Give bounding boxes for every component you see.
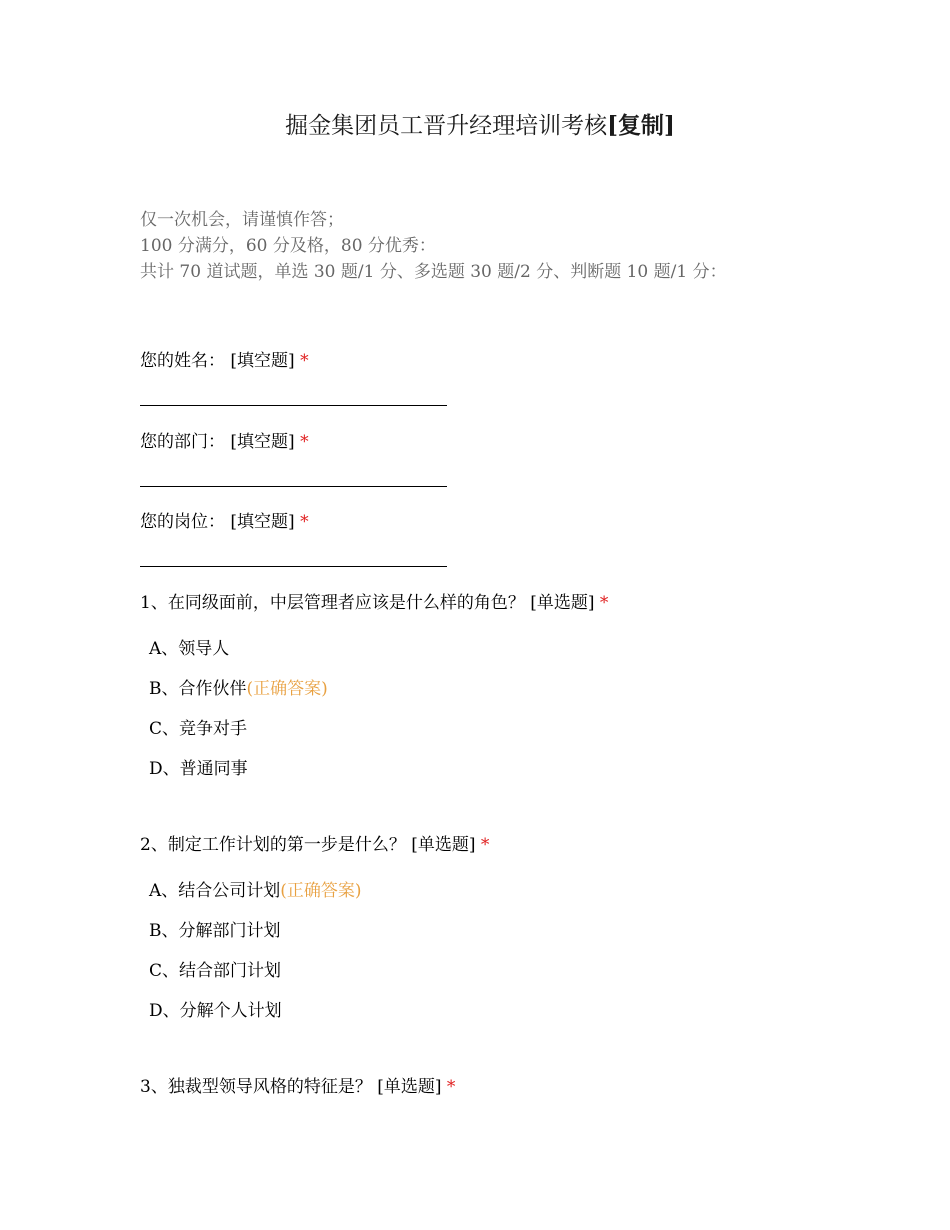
option-text: D、普通同事 [149,759,248,779]
department-blank-line[interactable] [140,486,447,487]
q1-option-a[interactable] [149,637,229,661]
survey-intro [140,207,900,285]
q1-option-c[interactable] [149,717,247,741]
q2-option-d[interactable] [149,999,282,1023]
option-text: A、领导人 [149,639,230,659]
name-blank-line[interactable] [140,405,447,406]
option-text: B、合作伙伴 [149,679,247,699]
intro-line: 仅一次机会，请谨慎作答； [140,210,344,230]
question-label: 3、独裁型领导风格的特征是？ [140,1077,372,1097]
q1-option-b[interactable] [149,677,328,701]
question-position [140,510,309,534]
required-mark: * [300,351,309,371]
required-mark: * [446,1077,456,1097]
title-suffix: [复制] [607,112,675,139]
intro-line: 100 分满分，60 分及格，80 分优秀： [140,236,436,256]
q2-option-a[interactable] [149,879,362,903]
question-2 [140,833,489,857]
question-type: [填空题] [230,512,295,532]
q2-option-b[interactable] [149,919,281,943]
required-mark: * [300,432,309,452]
option-text: A、结合公司计划 [149,881,281,901]
question-3 [140,1075,455,1099]
q2-option-c[interactable] [149,959,281,983]
question-type: [填空题] [230,432,295,452]
required-mark: * [480,835,490,855]
question-label: 您的岗位： [140,512,225,532]
question-1 [140,591,608,615]
q1-option-d[interactable] [149,757,248,781]
correct-answer-note: (正确答案) [246,679,328,699]
required-mark: * [599,593,609,613]
option-text: C、竞争对手 [149,719,248,739]
correct-answer-note: (正确答案) [280,881,362,901]
question-department [140,430,309,454]
option-text: C、结合部门计划 [149,961,282,981]
question-type: [单选题] [411,835,476,855]
question-label: 1、在同级面前，中层管理者应该是什么样的角色？ [140,593,525,613]
option-text: B、分解部门计划 [149,921,281,941]
position-blank-line[interactable] [140,566,447,567]
question-label: 您的部门： [140,432,225,452]
question-name [140,349,309,373]
required-mark: * [300,512,309,532]
intro-line: 共计 70 道试题，单选 30 题/1 分、多选题 30 题/2 分、判断题 10 题/1 分： [140,262,727,282]
question-label: 2、制定工作计划的第一步是什么？ [140,835,406,855]
question-type: [单选题] [530,593,595,613]
option-text: D、分解个人计划 [149,1001,282,1021]
question-type: [填空题] [230,351,295,371]
title-main: 掘金集团员工晋升经理培训考核 [285,113,608,139]
question-label: 您的姓名： [140,351,225,371]
question-type: [单选题] [377,1077,442,1097]
page-title [0,110,950,142]
